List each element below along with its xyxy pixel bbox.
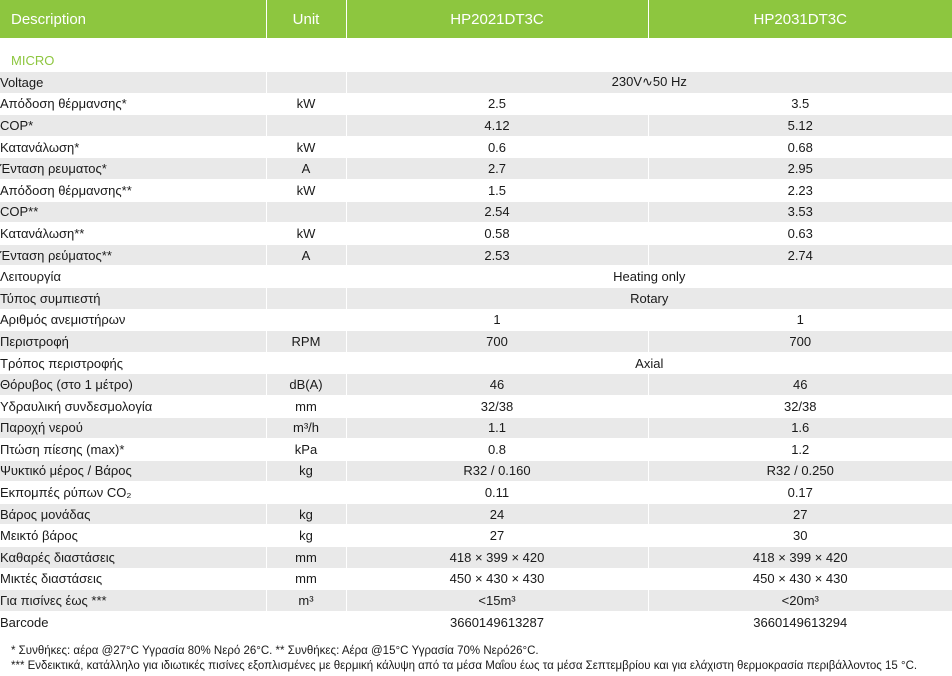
row-label: COP* (0, 115, 266, 137)
table-row (0, 568, 952, 590)
row-value-model-1: 32/38 (346, 395, 648, 417)
section-label: MICRO (0, 50, 952, 72)
row-value-model-1: 3660149613287 (346, 611, 648, 633)
row-label: Θόρυβος (στο 1 μέτρο) (0, 374, 266, 396)
row-label: Τρόπος περιστροφής (0, 352, 266, 374)
table-row (0, 374, 952, 396)
table-row (0, 590, 952, 612)
row-unit (266, 287, 346, 309)
row-unit: kW (266, 179, 346, 201)
table-row (0, 417, 952, 439)
row-unit: RPM (266, 331, 346, 353)
row-label: Ένταση ρευματος* (0, 158, 266, 180)
row-value-model-2: 700 (648, 331, 952, 353)
row-value-model-2: 2.74 (648, 244, 952, 266)
row-unit (266, 482, 346, 504)
row-value-model-1: 2.53 (346, 244, 648, 266)
row-label: Τύπος συμπιεστή (0, 287, 266, 309)
row-unit: kW (266, 93, 346, 115)
table-body (0, 38, 952, 633)
table-row (0, 158, 952, 180)
row-label: Barcode (0, 611, 266, 633)
row-value-model-2: 0.63 (648, 223, 952, 245)
row-label: Περιστροφή (0, 331, 266, 353)
table-row (0, 439, 952, 461)
table-row (0, 525, 952, 547)
row-value-model-1: 0.58 (346, 223, 648, 245)
row-value-model-2: 0.68 (648, 136, 952, 158)
row-unit (266, 309, 346, 331)
row-value-model-1: 1.5 (346, 179, 648, 201)
table-row (0, 331, 952, 353)
row-value-model-2: 1.6 (648, 417, 952, 439)
row-unit: dB(A) (266, 374, 346, 396)
row-value-model-2: 3.5 (648, 93, 952, 115)
table-row (0, 352, 952, 374)
row-unit: kg (266, 503, 346, 525)
row-value-model-1: 2.5 (346, 93, 648, 115)
row-value-model-2: <20m³ (648, 590, 952, 612)
row-value-model-1: 1 (346, 309, 648, 331)
row-unit: kg (266, 460, 346, 482)
header-model-1: HP2021DT3C (346, 0, 648, 38)
row-value-model-2: 1 (648, 309, 952, 331)
row-value-model-1: 0.6 (346, 136, 648, 158)
row-shared-value: Heating only (346, 266, 952, 288)
row-value-model-2: 32/38 (648, 395, 952, 417)
row-label: Απόδοση θέρμανσης** (0, 179, 266, 201)
row-shared-value: 230V∿50 Hz (346, 72, 952, 94)
row-value-model-2: 450 × 430 × 430 (648, 568, 952, 590)
row-value-model-2: 30 (648, 525, 952, 547)
row-value-model-2: 2.23 (648, 179, 952, 201)
row-label: Voltage (0, 72, 266, 94)
table-row (0, 244, 952, 266)
table-row (0, 482, 952, 504)
table-row (0, 309, 952, 331)
table-row (0, 611, 952, 633)
table-row (0, 287, 952, 309)
row-label: Αριθμός ανεμιστήρων (0, 309, 266, 331)
row-unit: m³ (266, 590, 346, 612)
row-value-model-2: R32 / 0.250 (648, 460, 952, 482)
row-value-model-1: 0.8 (346, 439, 648, 461)
row-unit: kW (266, 136, 346, 158)
row-unit (266, 352, 346, 374)
row-value-model-2: 418 × 399 × 420 (648, 547, 952, 569)
row-value-model-2: 2.95 (648, 158, 952, 180)
row-unit (266, 266, 346, 288)
row-value-model-2: 3.53 (648, 201, 952, 223)
row-value-model-1: 450 × 430 × 430 (346, 568, 648, 590)
row-value-model-1: 700 (346, 331, 648, 353)
header-description: Description (0, 0, 266, 38)
table-row (0, 395, 952, 417)
row-unit: m³/h (266, 417, 346, 439)
table-row (0, 136, 952, 158)
table-row (0, 179, 952, 201)
row-value-model-1: 2.7 (346, 158, 648, 180)
row-value-model-1: 418 × 399 × 420 (346, 547, 648, 569)
row-value-model-1: 1.1 (346, 417, 648, 439)
row-value-model-1: 24 (346, 503, 648, 525)
row-unit: mm (266, 568, 346, 590)
row-label: Λειτουργία (0, 266, 266, 288)
row-label: Ψυκτικό μέρος / Βάρος (0, 460, 266, 482)
table-row (0, 72, 952, 94)
row-label: Μικτές διαστάσεις (0, 568, 266, 590)
footnotes (0, 633, 952, 674)
row-label: Πτώση πίεσης (max)* (0, 439, 266, 461)
row-unit: mm (266, 547, 346, 569)
row-shared-value: Axial (346, 352, 952, 374)
row-value-model-2: 27 (648, 503, 952, 525)
row-unit: A (266, 244, 346, 266)
header-model-2: HP2031DT3C (648, 0, 952, 38)
row-unit (266, 611, 346, 633)
row-value-model-1: 2.54 (346, 201, 648, 223)
row-label: Ένταση ρεύματος** (0, 244, 266, 266)
table-row (0, 223, 952, 245)
row-shared-value: Rotary (346, 287, 952, 309)
table-row (0, 547, 952, 569)
row-label: Εκπομπές ρύπων CO₂ (0, 482, 266, 504)
row-value-model-1: 46 (346, 374, 648, 396)
row-unit: mm (266, 395, 346, 417)
row-value-model-1: R32 / 0.160 (346, 460, 648, 482)
footnote-1: * Συνθήκες: αέρα @27°C Υγρασία 80% Νερό 26°C. ** Συνθήκες: Αέρα @15°C Υγρασία 70% Νερό26°C. (11, 645, 539, 658)
row-unit: A (266, 158, 346, 180)
table-row (0, 460, 952, 482)
footnote-2: *** Ενδεικτικά, κατάλληλο για ιδιωτικές πισίνες εξοπλισμένες με θερμική κάλυψη από τα μέσα Μαΐου έως τα μέσα Σεπτεμβρίου και για ελάχιστη θερμοκρασία περιβάλλοντος 15 °C. (11, 660, 918, 673)
row-value-model-1: 4.12 (346, 115, 648, 137)
row-label: Μεικτό βάρος (0, 525, 266, 547)
row-value-model-1: 27 (346, 525, 648, 547)
row-value-model-2: 1.2 (648, 439, 952, 461)
row-unit (266, 201, 346, 223)
row-unit (266, 115, 346, 137)
row-unit: kg (266, 525, 346, 547)
table-row (0, 115, 952, 137)
spacer (0, 38, 952, 50)
row-label: Παροχή νερού (0, 417, 266, 439)
row-label: Κατανάλωση* (0, 136, 266, 158)
table-row (0, 266, 952, 288)
table-row (0, 503, 952, 525)
row-label: Απόδοση θέρμανσης* (0, 93, 266, 115)
row-unit (266, 72, 346, 94)
row-label: Κατανάλωση** (0, 223, 266, 245)
table-row (0, 201, 952, 223)
table-row (0, 93, 952, 115)
row-value-model-2: 5.12 (648, 115, 952, 137)
row-value-model-2: 0.17 (648, 482, 952, 504)
row-value-model-2: 46 (648, 374, 952, 396)
row-value-model-2: 3660149613294 (648, 611, 952, 633)
row-label: Υδραυλική συνδεσμολογία (0, 395, 266, 417)
row-unit: kPa (266, 439, 346, 461)
row-unit: kW (266, 223, 346, 245)
row-value-model-1: 0.11 (346, 482, 648, 504)
row-label: Για πισίνες έως *** (0, 590, 266, 612)
row-label: Βάρος μονάδας (0, 503, 266, 525)
row-value-model-1: <15m³ (346, 590, 648, 612)
header-unit: Unit (266, 0, 346, 38)
row-label: Καθαρές διαστάσεις (0, 547, 266, 569)
row-label: COP** (0, 201, 266, 223)
table-header (0, 0, 952, 38)
